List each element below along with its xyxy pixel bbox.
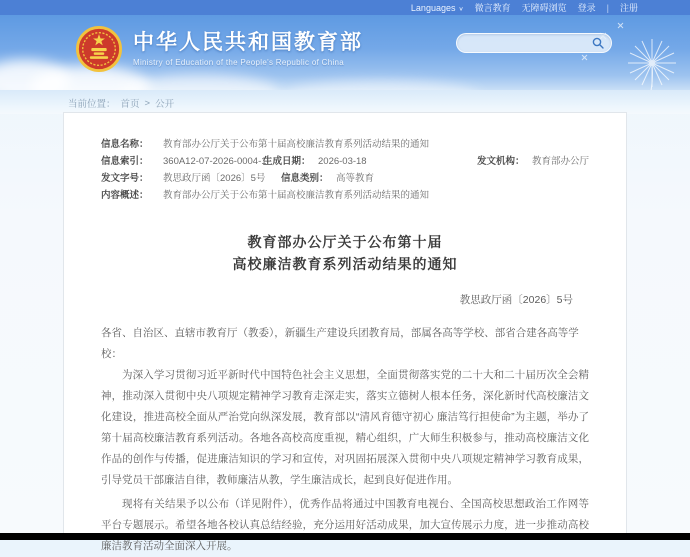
search-icon bbox=[592, 37, 604, 49]
breadcrumb-prefix: 当前位置： bbox=[68, 99, 116, 110]
document-paragraph-2: 现将有关结果予以公布（详见附件），优秀作品将通过中国教育电视台、全国高校思想政治工作网等平台专题展示。希望各地各校认真总结经验，充分运用好活动成果，加大宣传展示力度，进一步推动高校廉洁教育活动全面深入开展。 bbox=[101, 498, 589, 552]
languages-menu[interactable] bbox=[411, 3, 464, 13]
document-paragraph-1: 为深入学习贯彻习近平新时代中国特色社会主义思想，全面贯彻落实党的二十大和二十届历次全会精神，推动深入贯彻中央八项规定精神学习教育走深走实，落实立德树人根本任务，深化新时代高校廉洁文化建设，推进高校全面从严治党向纵深发展，教育部以“清风育德守初心 廉洁笃行担使命”为主题，举办了第十届高校廉洁教育系列活动。各地各高校高度重视，精心组织，广大师生积极参与，推动高校廉洁文化作品的创作与传播，促进廉洁知识的学习和宣传，对巩固拓展深入贯彻中央八项规定精神学习教育成果，引导党员干部廉洁自律，教师廉洁从教，学生廉洁成长，起到良好促进作用。 bbox=[101, 369, 589, 486]
document-panel bbox=[63, 112, 627, 552]
meta-row-index-date-agency bbox=[101, 153, 589, 170]
site-title: 中华人民共和国教育部 bbox=[133, 31, 363, 54]
cloud-decoration bbox=[280, 80, 480, 90]
breadcrumb-belt bbox=[0, 90, 690, 114]
document-title bbox=[101, 231, 589, 275]
meta-summary-label: 内容概述： bbox=[101, 190, 149, 201]
meta-category-value: 高等教育 bbox=[336, 173, 375, 184]
meta-name-label: 信息名称： bbox=[101, 139, 149, 150]
meta-agency-label: 发文机构： bbox=[476, 156, 525, 167]
document-body bbox=[101, 365, 589, 557]
meta-category-label: 信息类别： bbox=[281, 173, 329, 184]
cloud-decoration bbox=[120, 74, 280, 90]
meta-row-summary bbox=[101, 187, 589, 204]
breadcrumb bbox=[68, 96, 174, 110]
meta-docno-label: 发文字号： bbox=[101, 173, 149, 184]
meta-summary-value: 教育部办公厅关于公布第十届高校廉洁教育系列活动结果的通知 bbox=[163, 190, 430, 201]
document-title-line2: 高校廉洁教育系列活动结果的通知 bbox=[232, 256, 458, 272]
document-salutation: 各省、自治区、直辖市教育厅（教委），新疆生产建设兵团教育局，部属各高等学校、部省合建各高等学校： bbox=[101, 327, 579, 360]
national-emblem-icon bbox=[76, 26, 122, 72]
meta-agency-value: 教育部办公厅 bbox=[531, 156, 589, 167]
topbar bbox=[0, 0, 690, 15]
topbar-link-accessibility[interactable]: 无障碍浏览 bbox=[521, 3, 567, 13]
breadcrumb-current[interactable]: 公开 bbox=[155, 99, 175, 110]
meta-index-label: 信息索引： bbox=[101, 156, 149, 167]
document-title-line1: 教育部办公厅关于公布第十届 bbox=[247, 234, 443, 250]
topbar-link-weiyan-jiaoyu[interactable]: 微言教育 bbox=[474, 3, 511, 13]
meta-date-value: 2026-03-18 bbox=[318, 156, 367, 167]
meta-index-value: 360A12-07-2026-0004-1 bbox=[163, 156, 267, 167]
languages-label: Languages bbox=[410, 2, 456, 13]
search-box bbox=[456, 33, 612, 53]
topbar-link-login[interactable]: 登录 bbox=[577, 3, 596, 13]
meta-row-name bbox=[101, 136, 589, 153]
breadcrumb-home-link[interactable]: 首页 bbox=[120, 99, 140, 110]
chevron-down-icon: ∨ bbox=[458, 6, 464, 12]
meta-name-value: 教育部办公厅关于公布第十届高校廉洁教育系列活动结果的通知 bbox=[163, 139, 430, 150]
site-header bbox=[0, 15, 690, 90]
search-input[interactable] bbox=[464, 37, 592, 50]
site-subtitle: Ministry of Education of the People's Republic of China bbox=[133, 58, 345, 67]
document-meta-table bbox=[101, 136, 589, 204]
meta-row-docno-category bbox=[101, 170, 589, 187]
meta-date-label: 生成日期： bbox=[263, 156, 311, 167]
document-number: 教思政厅函〔2026〕5号 bbox=[459, 294, 573, 306]
meta-docno-value: 教思政厅函〔2026〕5号 bbox=[163, 173, 266, 184]
topbar-link-register[interactable]: 注册 bbox=[619, 3, 638, 13]
topbar-separator: | bbox=[606, 2, 609, 13]
search-button[interactable] bbox=[592, 37, 604, 49]
breadcrumb-separator: > bbox=[144, 97, 151, 109]
bottom-black-bar bbox=[0, 533, 690, 540]
site-logo-link[interactable] bbox=[76, 26, 363, 72]
